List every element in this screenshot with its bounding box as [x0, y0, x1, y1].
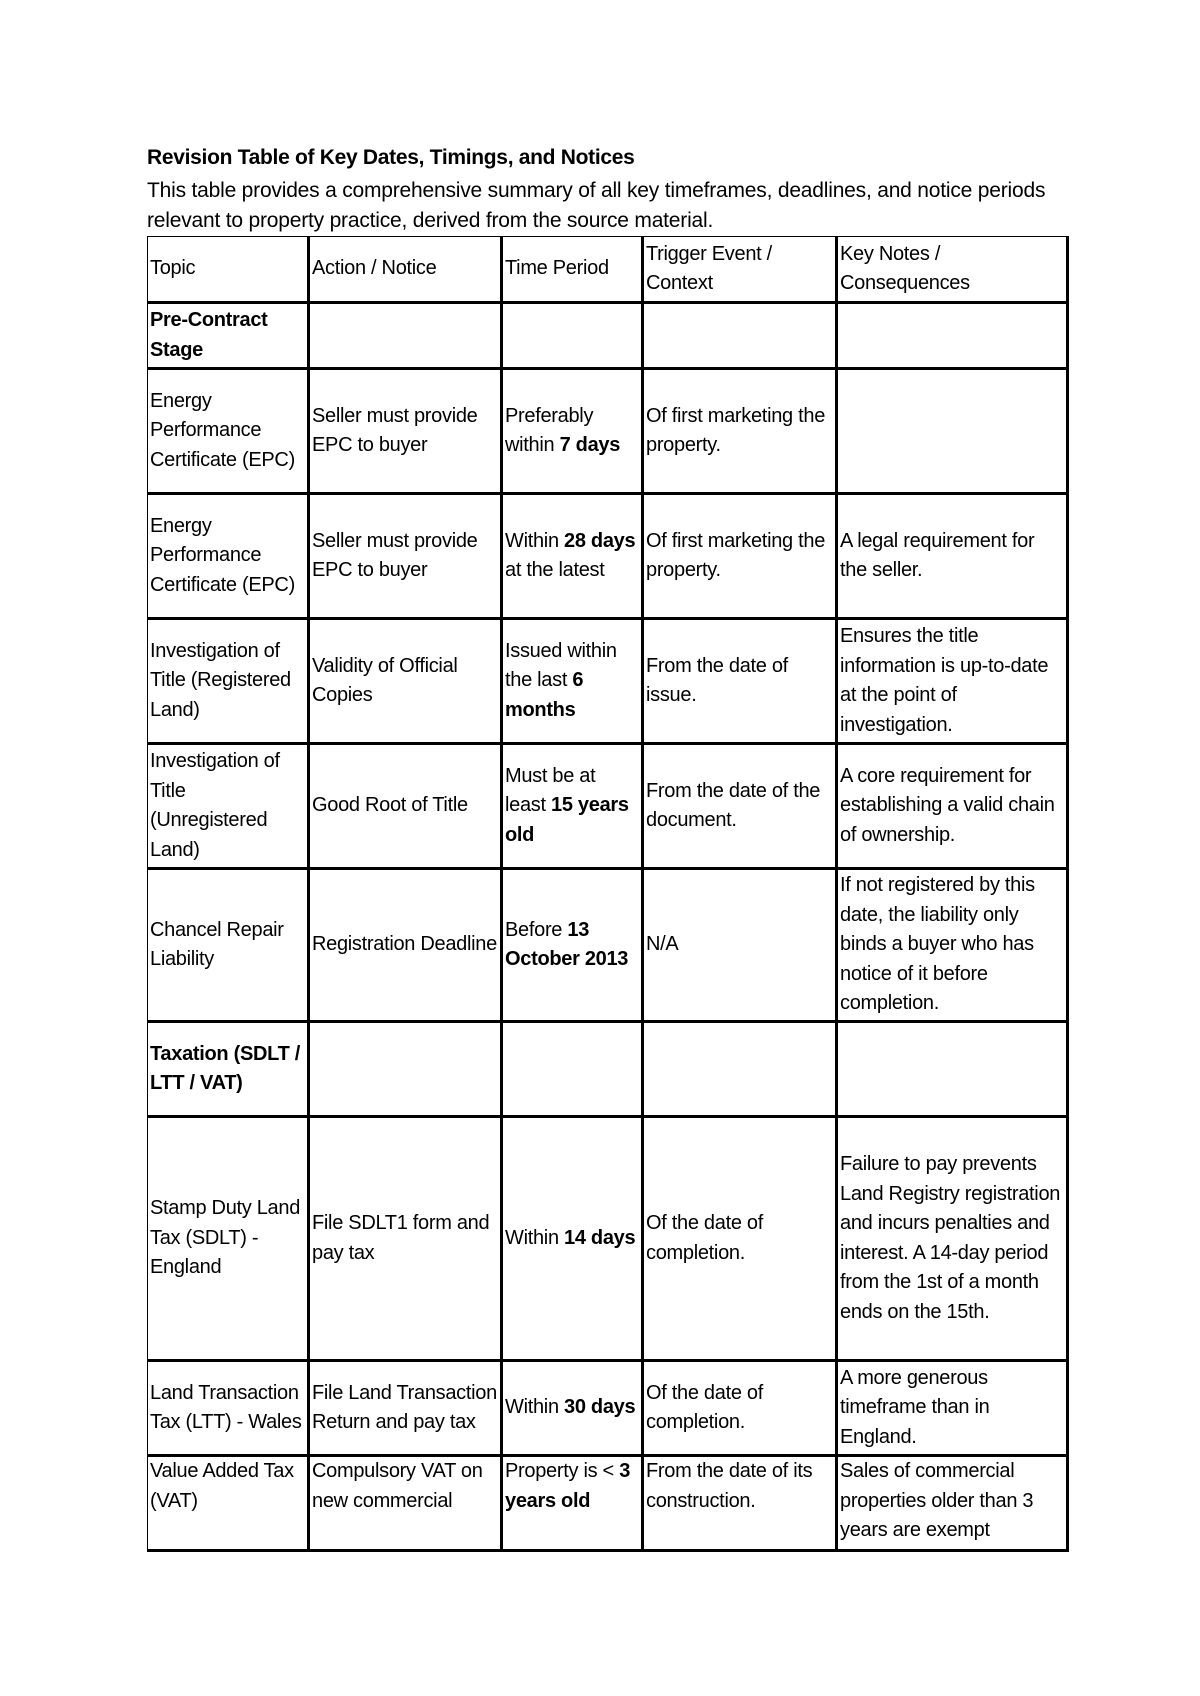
cell-notes: Failure to pay prevents Land Registry registration and incurs penalties and interest. A 14-day period from the 1st of a month ends on the 15th. [837, 1117, 1068, 1361]
section-heading: Pre-Contract Stage [148, 303, 309, 369]
time-emphasis: 14 days [564, 1226, 636, 1249]
cell-time-period [502, 1117, 643, 1361]
time-emphasis: 28 days [564, 529, 636, 552]
cell-notes: A core requirement for establishing a valid chain of ownership. [837, 744, 1068, 869]
cell-action: Compulsory VAT on new commercial [309, 1456, 502, 1551]
cell-topic: Energy Performance Certificate (EPC) [148, 494, 309, 619]
cell-notes: If not registered by this date, the liability only binds a buyer who has notice of it before completion. [837, 869, 1068, 1022]
cell-notes: A legal requirement for the seller. [837, 494, 1068, 619]
time-text: Within [505, 1396, 565, 1419]
cell-topic: Energy Performance Certificate (EPC) [148, 369, 309, 494]
cell-trigger: Of first marketing the property. [643, 369, 837, 494]
cell-time-period [502, 1456, 643, 1551]
cell-time-period [502, 744, 643, 869]
cell-time-period [502, 369, 643, 494]
time-emphasis: 30 days [564, 1396, 636, 1419]
cell-trigger: N/A [643, 869, 837, 1022]
time-emphasis: 6 months [505, 669, 584, 721]
cell-trigger: Of the date of completion. [643, 1117, 837, 1361]
time-text: Within [505, 1226, 565, 1249]
cell-topic: Investigation of Title (Registered Land) [148, 619, 309, 744]
cell-trigger: Of the date of completion. [643, 1361, 837, 1456]
table-row [148, 494, 1068, 619]
time-emphasis: 15 years old [505, 794, 629, 846]
column-header: Action / Notice [309, 237, 502, 303]
table-row [148, 1456, 1068, 1551]
cell-notes: Sales of commercial properties older than 3 years are exempt [837, 1456, 1068, 1551]
cell-trigger: From the date of the document. [643, 744, 837, 869]
page-title: Revision Table of Key Dates, Timings, and Notices [147, 146, 635, 169]
cell-time-period [502, 619, 643, 744]
cell-time-period [502, 494, 643, 619]
cell-action: Seller must provide EPC to buyer [309, 369, 502, 494]
column-header: Trigger Event / Context [643, 237, 837, 303]
cell-topic: Stamp Duty Land Tax (SDLT) - England [148, 1117, 309, 1361]
cell-trigger: Of first marketing the property. [643, 494, 837, 619]
intro-paragraph: This table provides a comprehensive summary of all key timeframes, deadlines, and notice periods relevant to property practice, derived from the source material. [147, 179, 1046, 232]
time-text: Issued within the last [505, 639, 617, 692]
time-text: Within [505, 529, 565, 552]
section-heading: Taxation (SDLT / LTT / VAT) [148, 1022, 309, 1117]
table-row [148, 1117, 1068, 1361]
time-text: Preferably within [505, 404, 594, 456]
cell-notes [837, 369, 1068, 494]
table-row [148, 369, 1068, 494]
table-row [148, 744, 1068, 869]
cell-action: Registration Deadline [309, 869, 502, 1022]
empty-cell [837, 303, 1068, 369]
cell-trigger: From the date of issue. [643, 619, 837, 744]
cell-notes: Ensures the title information is up-to-date at the point of investigation. [837, 619, 1068, 744]
cell-action: Seller must provide EPC to buyer [309, 494, 502, 619]
empty-cell [309, 1022, 502, 1117]
cell-notes: A more generous timeframe than in England. [837, 1361, 1068, 1456]
time-emphasis: 13 October 2013 [505, 918, 629, 970]
cell-time-period [502, 869, 643, 1022]
time-emphasis: 3 years old [505, 1460, 631, 1512]
cell-time-period [502, 1361, 643, 1456]
table-header-row [148, 237, 1068, 303]
table-row [148, 619, 1068, 744]
empty-cell [502, 1022, 643, 1117]
cell-action: File SDLT1 form and pay tax [309, 1117, 502, 1361]
time-text: Property is < [505, 1460, 620, 1482]
empty-cell [502, 303, 643, 369]
cell-topic: Chancel Repair Liability [148, 869, 309, 1022]
empty-cell [643, 1022, 837, 1117]
cell-action: Good Root of Title [309, 744, 502, 869]
section-row [148, 1022, 1068, 1117]
table-row [148, 869, 1068, 1022]
table-row [148, 1361, 1068, 1456]
cell-topic: Value Added Tax (VAT) [148, 1456, 309, 1551]
cell-topic: Investigation of Title (Unregistered Land) [148, 744, 309, 869]
time-text: Before [505, 918, 568, 941]
cell-action: Validity of Official Copies [309, 619, 502, 744]
empty-cell [309, 303, 502, 369]
time-text: Must be at least [505, 764, 596, 817]
cell-action: File Land Transaction Return and pay tax [309, 1361, 502, 1456]
column-header: Key Notes / Consequences [837, 237, 1068, 303]
cell-topic: Land Transaction Tax (LTT) - Wales [148, 1361, 309, 1456]
column-header: Time Period [502, 237, 643, 303]
time-text: at the latest [505, 559, 605, 581]
section-row [148, 303, 1068, 369]
time-emphasis: 7 days [559, 434, 621, 456]
empty-cell [643, 303, 837, 369]
column-header: Topic [148, 237, 309, 303]
empty-cell [837, 1022, 1068, 1117]
cell-trigger: From the date of its construction. [643, 1456, 837, 1551]
revision-table [147, 236, 1069, 1552]
